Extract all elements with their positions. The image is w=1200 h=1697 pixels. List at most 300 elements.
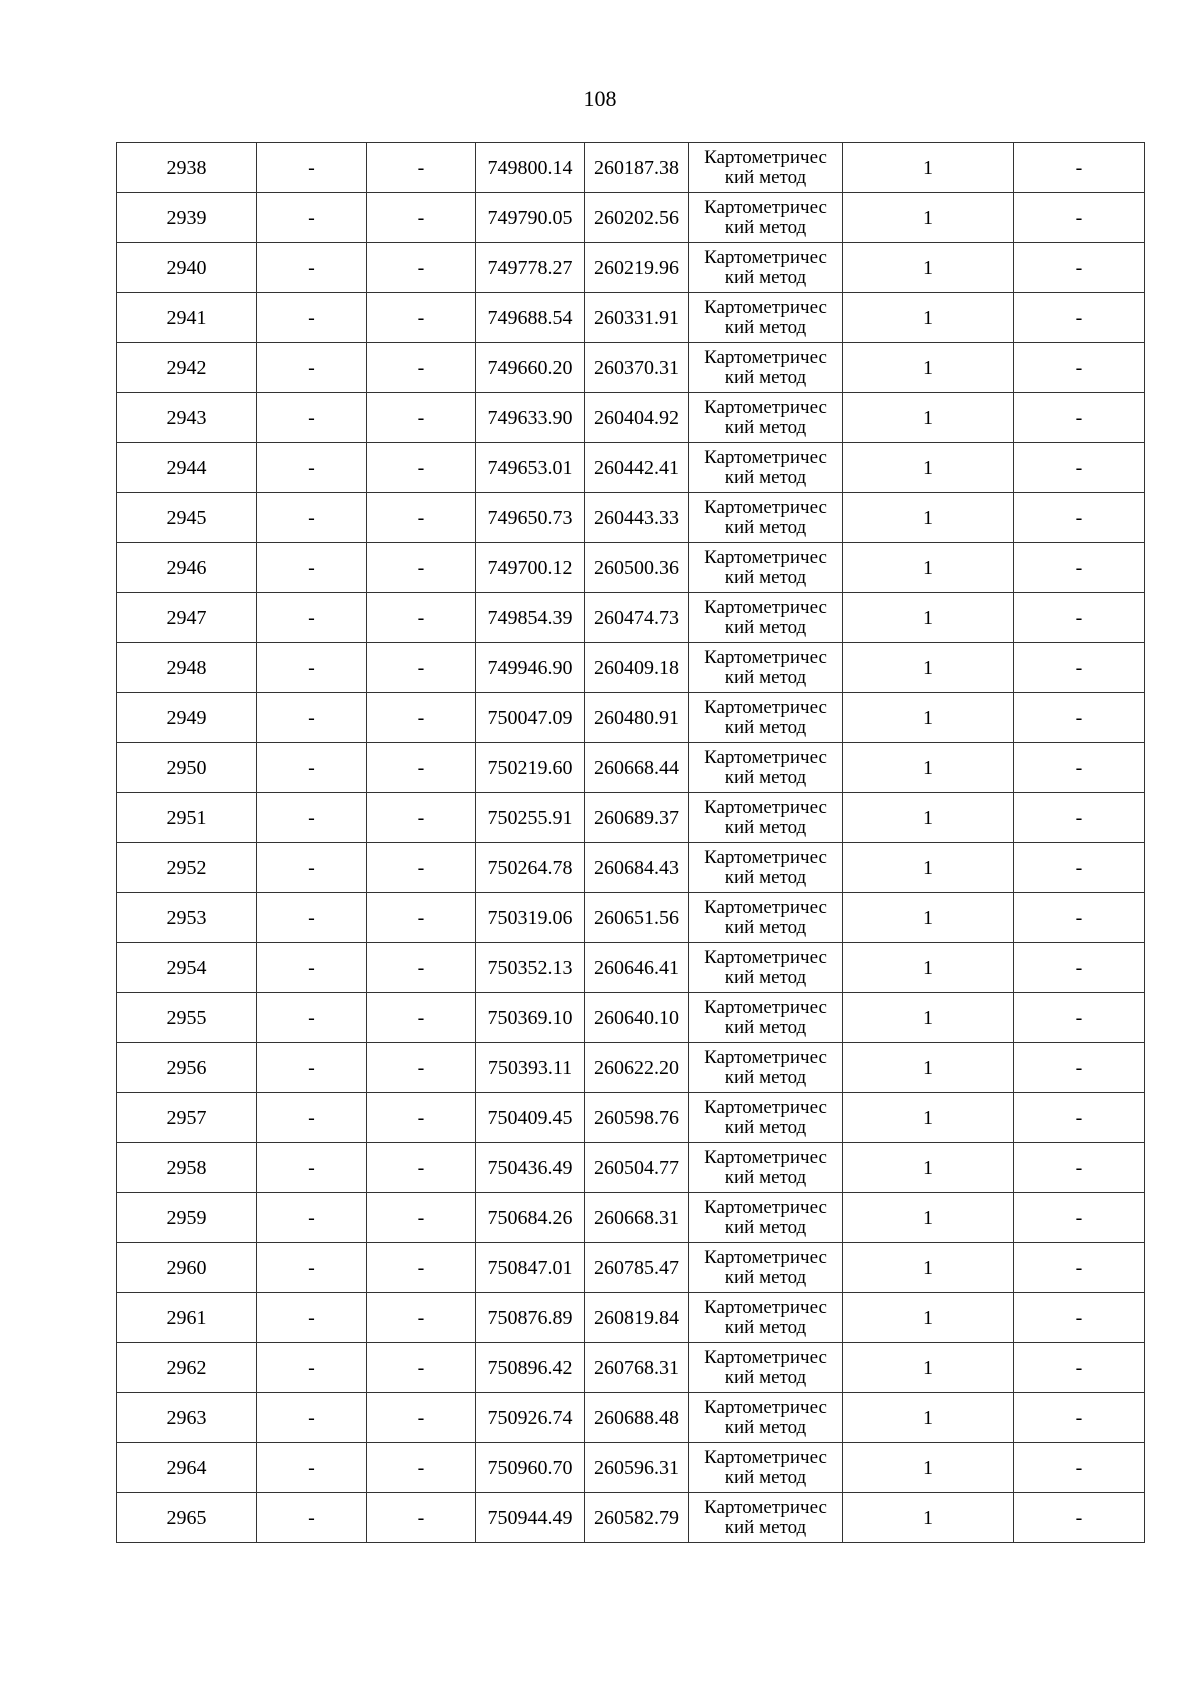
cell-col8: - bbox=[1014, 393, 1145, 443]
cell-col7: 1 bbox=[843, 1343, 1014, 1393]
cell-col2: - bbox=[257, 893, 367, 943]
method-line-1: Картометричес bbox=[704, 446, 827, 468]
cell-point-number: 2951 bbox=[117, 793, 257, 843]
cell-method bbox=[689, 593, 843, 643]
cell-col2: - bbox=[257, 343, 367, 393]
cell-col8: - bbox=[1014, 193, 1145, 243]
cell-col3: - bbox=[367, 1243, 476, 1293]
cell-x-coordinate: 750960.70 bbox=[476, 1443, 585, 1493]
table-row bbox=[117, 1293, 1145, 1343]
cell-y-coordinate: 260688.48 bbox=[585, 1393, 689, 1443]
cell-x-coordinate: 750219.60 bbox=[476, 743, 585, 793]
cell-method bbox=[689, 343, 843, 393]
method-line-2: кий метод bbox=[724, 916, 807, 938]
cell-point-number: 2947 bbox=[117, 593, 257, 643]
cell-col2: - bbox=[257, 193, 367, 243]
cell-method bbox=[689, 1043, 843, 1093]
cell-x-coordinate: 750369.10 bbox=[476, 993, 585, 1043]
cell-x-coordinate: 749790.05 bbox=[476, 193, 585, 243]
method-line-1: Картометричес bbox=[704, 996, 827, 1018]
cell-y-coordinate: 260331.91 bbox=[585, 293, 689, 343]
method-line-1: Картометричес bbox=[704, 1196, 827, 1218]
cell-col7: 1 bbox=[843, 1393, 1014, 1443]
cell-col7: 1 bbox=[843, 1293, 1014, 1343]
cell-col8: - bbox=[1014, 1443, 1145, 1493]
method-line-2: кий метод bbox=[724, 816, 807, 838]
cell-method bbox=[689, 493, 843, 543]
cell-point-number: 2959 bbox=[117, 1193, 257, 1243]
cell-col3: - bbox=[367, 1093, 476, 1143]
cell-col2: - bbox=[257, 993, 367, 1043]
method-line-2: кий метод bbox=[724, 616, 807, 638]
cell-y-coordinate: 260668.31 bbox=[585, 1193, 689, 1243]
table-row bbox=[117, 1043, 1145, 1093]
table-row bbox=[117, 943, 1145, 993]
cell-point-number: 2940 bbox=[117, 243, 257, 293]
cell-y-coordinate: 260768.31 bbox=[585, 1343, 689, 1393]
cell-point-number: 2954 bbox=[117, 943, 257, 993]
cell-method bbox=[689, 143, 843, 193]
cell-method bbox=[689, 793, 843, 843]
cell-x-coordinate: 750436.49 bbox=[476, 1143, 585, 1193]
table-row bbox=[117, 1393, 1145, 1443]
cell-col2: - bbox=[257, 443, 367, 493]
method-line-1: Картометричес bbox=[704, 596, 827, 618]
cell-y-coordinate: 260668.44 bbox=[585, 743, 689, 793]
method-line-1: Картометричес bbox=[704, 1296, 827, 1318]
cell-y-coordinate: 260785.47 bbox=[585, 1243, 689, 1293]
cell-col3: - bbox=[367, 943, 476, 993]
cell-point-number: 2958 bbox=[117, 1143, 257, 1193]
cell-method bbox=[689, 293, 843, 343]
table-row bbox=[117, 1243, 1145, 1293]
cell-col8: - bbox=[1014, 1243, 1145, 1293]
cell-x-coordinate: 750926.74 bbox=[476, 1393, 585, 1443]
cell-col2: - bbox=[257, 493, 367, 543]
cell-col8: - bbox=[1014, 993, 1145, 1043]
method-line-1: Картометричес bbox=[704, 396, 827, 418]
table-row bbox=[117, 1193, 1145, 1243]
cell-method bbox=[689, 1193, 843, 1243]
cell-x-coordinate: 749633.90 bbox=[476, 393, 585, 443]
method-line-1: Картометричес bbox=[704, 1146, 827, 1168]
cell-method bbox=[689, 1143, 843, 1193]
cell-col3: - bbox=[367, 1193, 476, 1243]
cell-col8: - bbox=[1014, 1343, 1145, 1393]
cell-point-number: 2939 bbox=[117, 193, 257, 243]
method-line-1: Картометричес bbox=[704, 146, 827, 168]
table-row bbox=[117, 243, 1145, 293]
cell-col8: - bbox=[1014, 1093, 1145, 1143]
cell-col8: - bbox=[1014, 793, 1145, 843]
cell-col2: - bbox=[257, 1293, 367, 1343]
table-row bbox=[117, 1493, 1145, 1543]
cell-col7: 1 bbox=[843, 243, 1014, 293]
cell-method bbox=[689, 243, 843, 293]
method-line-2: кий метод bbox=[724, 466, 807, 488]
cell-point-number: 2957 bbox=[117, 1093, 257, 1143]
method-line-1: Картометричес bbox=[704, 646, 827, 668]
cell-point-number: 2948 bbox=[117, 643, 257, 693]
cell-x-coordinate: 749946.90 bbox=[476, 643, 585, 693]
method-line-2: кий метод bbox=[724, 866, 807, 888]
cell-method bbox=[689, 1293, 843, 1343]
cell-x-coordinate: 750393.11 bbox=[476, 1043, 585, 1093]
cell-x-coordinate: 750876.89 bbox=[476, 1293, 585, 1343]
table-row bbox=[117, 1443, 1145, 1493]
cell-col3: - bbox=[367, 693, 476, 743]
cell-col7: 1 bbox=[843, 443, 1014, 493]
method-line-1: Картометричес bbox=[704, 796, 827, 818]
method-line-1: Картометричес bbox=[704, 1346, 827, 1368]
cell-y-coordinate: 260640.10 bbox=[585, 993, 689, 1043]
cell-point-number: 2952 bbox=[117, 843, 257, 893]
method-line-2: кий метод bbox=[724, 1416, 807, 1438]
method-line-1: Картометричес bbox=[704, 1396, 827, 1418]
cell-y-coordinate: 260409.18 bbox=[585, 643, 689, 693]
method-line-2: кий метод bbox=[724, 1466, 807, 1488]
cell-col8: - bbox=[1014, 693, 1145, 743]
cell-y-coordinate: 260474.73 bbox=[585, 593, 689, 643]
cell-col7: 1 bbox=[843, 843, 1014, 893]
cell-point-number: 2944 bbox=[117, 443, 257, 493]
method-line-2: кий метод bbox=[724, 1366, 807, 1388]
cell-col2: - bbox=[257, 693, 367, 743]
cell-col7: 1 bbox=[843, 543, 1014, 593]
cell-col7: 1 bbox=[843, 893, 1014, 943]
cell-point-number: 2941 bbox=[117, 293, 257, 343]
table-row bbox=[117, 793, 1145, 843]
method-line-1: Картометричес bbox=[704, 1096, 827, 1118]
method-line-1: Картометричес bbox=[704, 946, 827, 968]
cell-col7: 1 bbox=[843, 1243, 1014, 1293]
method-line-2: кий метод bbox=[724, 516, 807, 538]
cell-method bbox=[689, 693, 843, 743]
cell-col7: 1 bbox=[843, 1443, 1014, 1493]
cell-point-number: 2946 bbox=[117, 543, 257, 593]
cell-col3: - bbox=[367, 543, 476, 593]
cell-col7: 1 bbox=[843, 993, 1014, 1043]
table-row bbox=[117, 743, 1145, 793]
cell-col8: - bbox=[1014, 543, 1145, 593]
cell-col3: - bbox=[367, 893, 476, 943]
cell-col3: - bbox=[367, 493, 476, 543]
cell-col3: - bbox=[367, 293, 476, 343]
cell-col2: - bbox=[257, 1343, 367, 1393]
cell-x-coordinate: 750255.91 bbox=[476, 793, 585, 843]
cell-point-number: 2955 bbox=[117, 993, 257, 1043]
cell-col2: - bbox=[257, 943, 367, 993]
method-line-2: кий метод bbox=[724, 166, 807, 188]
cell-col2: - bbox=[257, 843, 367, 893]
method-line-2: кий метод bbox=[724, 1066, 807, 1088]
cell-col8: - bbox=[1014, 1393, 1145, 1443]
cell-col7: 1 bbox=[843, 793, 1014, 843]
cell-point-number: 2943 bbox=[117, 393, 257, 443]
method-line-1: Картометричес bbox=[704, 346, 827, 368]
cell-col7: 1 bbox=[843, 1143, 1014, 1193]
cell-method bbox=[689, 643, 843, 693]
table-row bbox=[117, 393, 1145, 443]
cell-col2: - bbox=[257, 1493, 367, 1543]
method-line-2: кий метод bbox=[724, 1516, 807, 1538]
cell-col3: - bbox=[367, 1443, 476, 1493]
method-line-2: кий метод bbox=[724, 266, 807, 288]
method-line-2: кий метод bbox=[724, 1116, 807, 1138]
table-row bbox=[117, 1093, 1145, 1143]
cell-col3: - bbox=[367, 1143, 476, 1193]
cell-point-number: 2963 bbox=[117, 1393, 257, 1443]
cell-y-coordinate: 260684.43 bbox=[585, 843, 689, 893]
method-line-1: Картометричес bbox=[704, 846, 827, 868]
method-line-1: Картометричес bbox=[704, 246, 827, 268]
method-line-1: Картометричес bbox=[704, 496, 827, 518]
cell-col7: 1 bbox=[843, 293, 1014, 343]
cell-col3: - bbox=[367, 393, 476, 443]
table-row bbox=[117, 1343, 1145, 1393]
page-number: 108 bbox=[583, 86, 617, 111]
method-line-1: Картометричес bbox=[704, 696, 827, 718]
cell-col7: 1 bbox=[843, 743, 1014, 793]
cell-x-coordinate: 749688.54 bbox=[476, 293, 585, 343]
cell-col2: - bbox=[257, 743, 367, 793]
cell-x-coordinate: 750847.01 bbox=[476, 1243, 585, 1293]
cell-col8: - bbox=[1014, 1193, 1145, 1243]
cell-method bbox=[689, 1243, 843, 1293]
cell-col8: - bbox=[1014, 1143, 1145, 1193]
cell-point-number: 2962 bbox=[117, 1343, 257, 1393]
cell-col7: 1 bbox=[843, 593, 1014, 643]
table-row bbox=[117, 193, 1145, 243]
cell-col2: - bbox=[257, 1193, 367, 1243]
method-line-2: кий метод bbox=[724, 1166, 807, 1188]
cell-point-number: 2965 bbox=[117, 1493, 257, 1543]
cell-x-coordinate: 749800.14 bbox=[476, 143, 585, 193]
table-row bbox=[117, 343, 1145, 393]
cell-y-coordinate: 260443.33 bbox=[585, 493, 689, 543]
cell-x-coordinate: 750047.09 bbox=[476, 693, 585, 743]
cell-col3: - bbox=[367, 1293, 476, 1343]
method-line-2: кий метод bbox=[724, 966, 807, 988]
method-line-2: кий метод bbox=[724, 416, 807, 438]
cell-x-coordinate: 749854.39 bbox=[476, 593, 585, 643]
cell-col3: - bbox=[367, 443, 476, 493]
method-line-2: кий метод bbox=[724, 566, 807, 588]
method-line-1: Картометричес bbox=[704, 1046, 827, 1068]
cell-col3: - bbox=[367, 193, 476, 243]
method-line-1: Картометричес bbox=[704, 196, 827, 218]
cell-method bbox=[689, 993, 843, 1043]
cell-col2: - bbox=[257, 1093, 367, 1143]
cell-x-coordinate: 750352.13 bbox=[476, 943, 585, 993]
cell-col3: - bbox=[367, 593, 476, 643]
cell-col8: - bbox=[1014, 143, 1145, 193]
table-row bbox=[117, 143, 1145, 193]
table-row bbox=[117, 593, 1145, 643]
cell-x-coordinate: 749650.73 bbox=[476, 493, 585, 543]
cell-col3: - bbox=[367, 793, 476, 843]
method-line-2: кий метод bbox=[724, 716, 807, 738]
cell-col2: - bbox=[257, 643, 367, 693]
cell-col3: - bbox=[367, 1393, 476, 1443]
cell-method bbox=[689, 1393, 843, 1443]
cell-y-coordinate: 260582.79 bbox=[585, 1493, 689, 1543]
cell-col8: - bbox=[1014, 443, 1145, 493]
cell-col3: - bbox=[367, 843, 476, 893]
cell-y-coordinate: 260504.77 bbox=[585, 1143, 689, 1193]
cell-y-coordinate: 260651.56 bbox=[585, 893, 689, 943]
cell-col3: - bbox=[367, 993, 476, 1043]
cell-method bbox=[689, 1093, 843, 1143]
cell-col7: 1 bbox=[843, 943, 1014, 993]
cell-col8: - bbox=[1014, 943, 1145, 993]
cell-col2: - bbox=[257, 1143, 367, 1193]
cell-col8: - bbox=[1014, 593, 1145, 643]
cell-method bbox=[689, 743, 843, 793]
cell-col3: - bbox=[367, 243, 476, 293]
cell-method bbox=[689, 393, 843, 443]
method-line-1: Картометричес bbox=[704, 1246, 827, 1268]
method-line-2: кий метод bbox=[724, 216, 807, 238]
cell-col2: - bbox=[257, 1043, 367, 1093]
table-row bbox=[117, 693, 1145, 743]
cell-x-coordinate: 750684.26 bbox=[476, 1193, 585, 1243]
cell-point-number: 2961 bbox=[117, 1293, 257, 1343]
method-line-1: Картометричес bbox=[704, 1446, 827, 1468]
cell-y-coordinate: 260202.56 bbox=[585, 193, 689, 243]
cell-y-coordinate: 260689.37 bbox=[585, 793, 689, 843]
table-row bbox=[117, 1143, 1145, 1193]
cell-y-coordinate: 260500.36 bbox=[585, 543, 689, 593]
table-row bbox=[117, 543, 1145, 593]
method-line-2: кий метод bbox=[724, 1016, 807, 1038]
cell-col7: 1 bbox=[843, 1493, 1014, 1543]
cell-col8: - bbox=[1014, 243, 1145, 293]
cell-x-coordinate: 749700.12 bbox=[476, 543, 585, 593]
cell-x-coordinate: 749660.20 bbox=[476, 343, 585, 393]
coordinates-table bbox=[116, 142, 1145, 1543]
cell-col2: - bbox=[257, 1243, 367, 1293]
cell-col3: - bbox=[367, 1493, 476, 1543]
cell-point-number: 2938 bbox=[117, 143, 257, 193]
cell-y-coordinate: 260819.84 bbox=[585, 1293, 689, 1343]
cell-col8: - bbox=[1014, 643, 1145, 693]
cell-col8: - bbox=[1014, 493, 1145, 543]
cell-x-coordinate: 749778.27 bbox=[476, 243, 585, 293]
cell-col8: - bbox=[1014, 843, 1145, 893]
cell-y-coordinate: 260442.41 bbox=[585, 443, 689, 493]
cell-col8: - bbox=[1014, 1043, 1145, 1093]
method-line-1: Картометричес bbox=[704, 896, 827, 918]
method-line-2: кий метод bbox=[724, 366, 807, 388]
cell-method bbox=[689, 843, 843, 893]
cell-col2: - bbox=[257, 293, 367, 343]
cell-method bbox=[689, 943, 843, 993]
cell-x-coordinate: 750264.78 bbox=[476, 843, 585, 893]
cell-col7: 1 bbox=[843, 143, 1014, 193]
cell-point-number: 2953 bbox=[117, 893, 257, 943]
cell-x-coordinate: 749653.01 bbox=[476, 443, 585, 493]
method-line-2: кий метод bbox=[724, 766, 807, 788]
cell-col8: - bbox=[1014, 893, 1145, 943]
cell-point-number: 2942 bbox=[117, 343, 257, 393]
cell-method bbox=[689, 1443, 843, 1493]
cell-col7: 1 bbox=[843, 643, 1014, 693]
cell-method bbox=[689, 893, 843, 943]
cell-x-coordinate: 750319.06 bbox=[476, 893, 585, 943]
cell-y-coordinate: 260404.92 bbox=[585, 393, 689, 443]
cell-method bbox=[689, 543, 843, 593]
cell-method bbox=[689, 1493, 843, 1543]
cell-y-coordinate: 260370.31 bbox=[585, 343, 689, 393]
cell-col7: 1 bbox=[843, 693, 1014, 743]
cell-col2: - bbox=[257, 393, 367, 443]
method-line-2: кий метод bbox=[724, 316, 807, 338]
method-line-2: кий метод bbox=[724, 666, 807, 688]
table-row bbox=[117, 493, 1145, 543]
table-row bbox=[117, 293, 1145, 343]
cell-point-number: 2950 bbox=[117, 743, 257, 793]
cell-col7: 1 bbox=[843, 1093, 1014, 1143]
table-body bbox=[117, 143, 1145, 1543]
method-line-2: кий метод bbox=[724, 1216, 807, 1238]
cell-y-coordinate: 260598.76 bbox=[585, 1093, 689, 1143]
cell-col8: - bbox=[1014, 293, 1145, 343]
cell-y-coordinate: 260646.41 bbox=[585, 943, 689, 993]
cell-y-coordinate: 260219.96 bbox=[585, 243, 689, 293]
cell-point-number: 2945 bbox=[117, 493, 257, 543]
table-row bbox=[117, 443, 1145, 493]
cell-col8: - bbox=[1014, 743, 1145, 793]
cell-y-coordinate: 260622.20 bbox=[585, 1043, 689, 1093]
table-row bbox=[117, 993, 1145, 1043]
method-line-2: кий метод bbox=[724, 1316, 807, 1338]
cell-method bbox=[689, 443, 843, 493]
cell-point-number: 2956 bbox=[117, 1043, 257, 1093]
cell-col2: - bbox=[257, 1393, 367, 1443]
table-row bbox=[117, 843, 1145, 893]
cell-col2: - bbox=[257, 543, 367, 593]
cell-col8: - bbox=[1014, 343, 1145, 393]
cell-method bbox=[689, 1343, 843, 1393]
cell-col2: - bbox=[257, 143, 367, 193]
cell-col7: 1 bbox=[843, 1193, 1014, 1243]
cell-col7: 1 bbox=[843, 493, 1014, 543]
cell-method bbox=[689, 193, 843, 243]
cell-y-coordinate: 260187.38 bbox=[585, 143, 689, 193]
method-line-1: Картометричес bbox=[704, 296, 827, 318]
method-line-1: Картометричес bbox=[704, 546, 827, 568]
cell-col7: 1 bbox=[843, 393, 1014, 443]
cell-x-coordinate: 750409.45 bbox=[476, 1093, 585, 1143]
cell-point-number: 2964 bbox=[117, 1443, 257, 1493]
cell-col3: - bbox=[367, 343, 476, 393]
table-row bbox=[117, 893, 1145, 943]
cell-x-coordinate: 750944.49 bbox=[476, 1493, 585, 1543]
cell-col8: - bbox=[1014, 1293, 1145, 1343]
cell-col3: - bbox=[367, 143, 476, 193]
method-line-2: кий метод bbox=[724, 1266, 807, 1288]
cell-col8: - bbox=[1014, 1493, 1145, 1543]
method-line-1: Картометричес bbox=[704, 1496, 827, 1518]
cell-col7: 1 bbox=[843, 193, 1014, 243]
cell-y-coordinate: 260480.91 bbox=[585, 693, 689, 743]
table-row bbox=[117, 643, 1145, 693]
cell-point-number: 2960 bbox=[117, 1243, 257, 1293]
cell-col2: - bbox=[257, 793, 367, 843]
cell-point-number: 2949 bbox=[117, 693, 257, 743]
cell-y-coordinate: 260596.31 bbox=[585, 1443, 689, 1493]
